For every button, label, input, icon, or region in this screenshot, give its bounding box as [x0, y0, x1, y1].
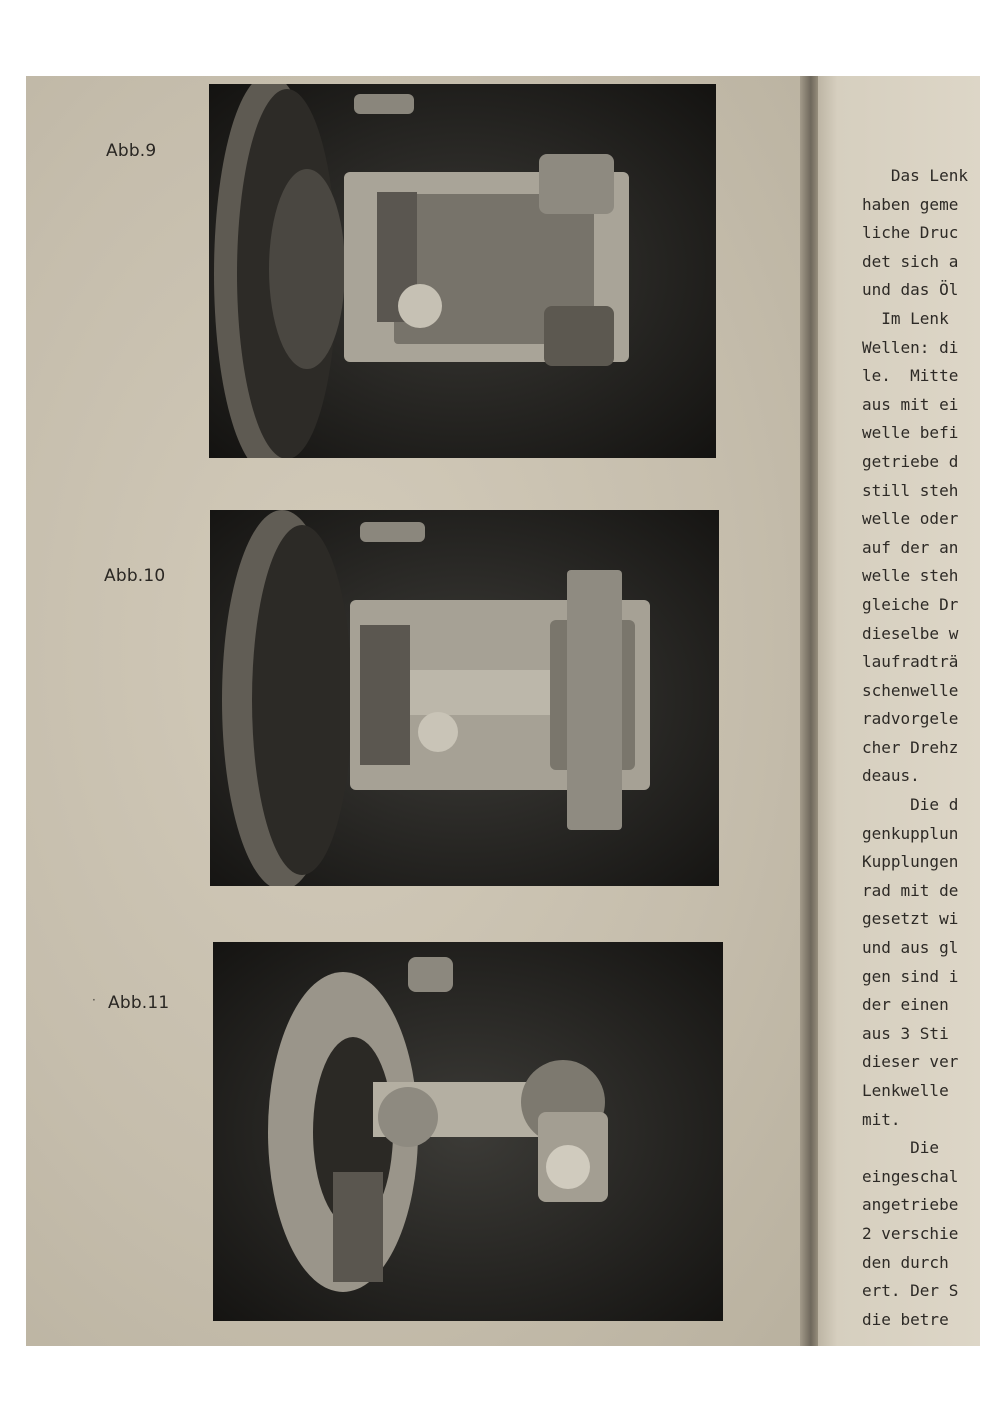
text-line: eingeschal	[862, 1166, 959, 1186]
text-line: Im Lenk	[862, 308, 949, 328]
figure-photo-11	[213, 942, 723, 1321]
text-line: die betre	[862, 1309, 949, 1329]
text-line: laufradträ	[862, 652, 959, 672]
text-line: 2 verschie	[862, 1223, 959, 1243]
text-line: welle oder	[862, 509, 959, 529]
page-speck: ·	[92, 993, 96, 1007]
text-line: genkupplun	[862, 823, 959, 843]
text-line: schenwelle	[862, 680, 959, 700]
text-line: den durch	[862, 1252, 949, 1272]
text-line: gleiche Dr	[862, 594, 959, 614]
text-line: angetriebe	[862, 1195, 959, 1215]
text-line: le. Mitte	[862, 366, 959, 386]
text-line: Kupplungen	[862, 852, 959, 872]
text-line: ert. Der S	[862, 1281, 959, 1301]
text-line: Die d	[862, 795, 959, 815]
text-line: welle befi	[862, 423, 959, 443]
text-line: und aus gl	[862, 938, 959, 958]
figure-photo-9	[209, 84, 716, 458]
text-line: deaus.	[862, 766, 920, 786]
text-line: aus 3 Sti	[862, 1023, 949, 1043]
text-line: still steh	[862, 480, 959, 500]
text-line: und das Öl	[862, 280, 959, 300]
text-line: Das Lenk	[862, 166, 968, 185]
text-line: liche Druc	[862, 223, 959, 243]
text-line: aus mit ei	[862, 394, 959, 414]
text-line: Die	[862, 1138, 940, 1158]
text-line: auf der an	[862, 537, 959, 557]
text-line: dieselbe w	[862, 623, 959, 643]
right-page-text	[862, 162, 980, 1332]
text-line: haben geme	[862, 194, 959, 214]
text-line: cher Drehz	[862, 737, 959, 757]
text-line: Wellen: di	[862, 337, 959, 357]
figure-caption-11: Abb.11	[108, 993, 170, 1013]
text-line: mit.	[862, 1109, 901, 1129]
text-line: gen sind i	[862, 966, 959, 986]
text-line: det sich a	[862, 251, 959, 271]
figure-caption-9: Abb.9	[106, 141, 157, 161]
text-line: gesetzt wi	[862, 909, 959, 929]
text-line: rad mit de	[862, 880, 959, 900]
text-line: welle steh	[862, 566, 959, 586]
figure-caption-10: Abb.10	[104, 566, 166, 586]
text-line: dieser ver	[862, 1052, 959, 1072]
figure-photo-10	[210, 510, 719, 886]
text-line: der einen	[862, 995, 949, 1015]
text-line: radvorgele	[862, 709, 959, 729]
text-line: Lenkwelle	[862, 1081, 949, 1100]
text-line: getriebe d	[862, 451, 959, 471]
